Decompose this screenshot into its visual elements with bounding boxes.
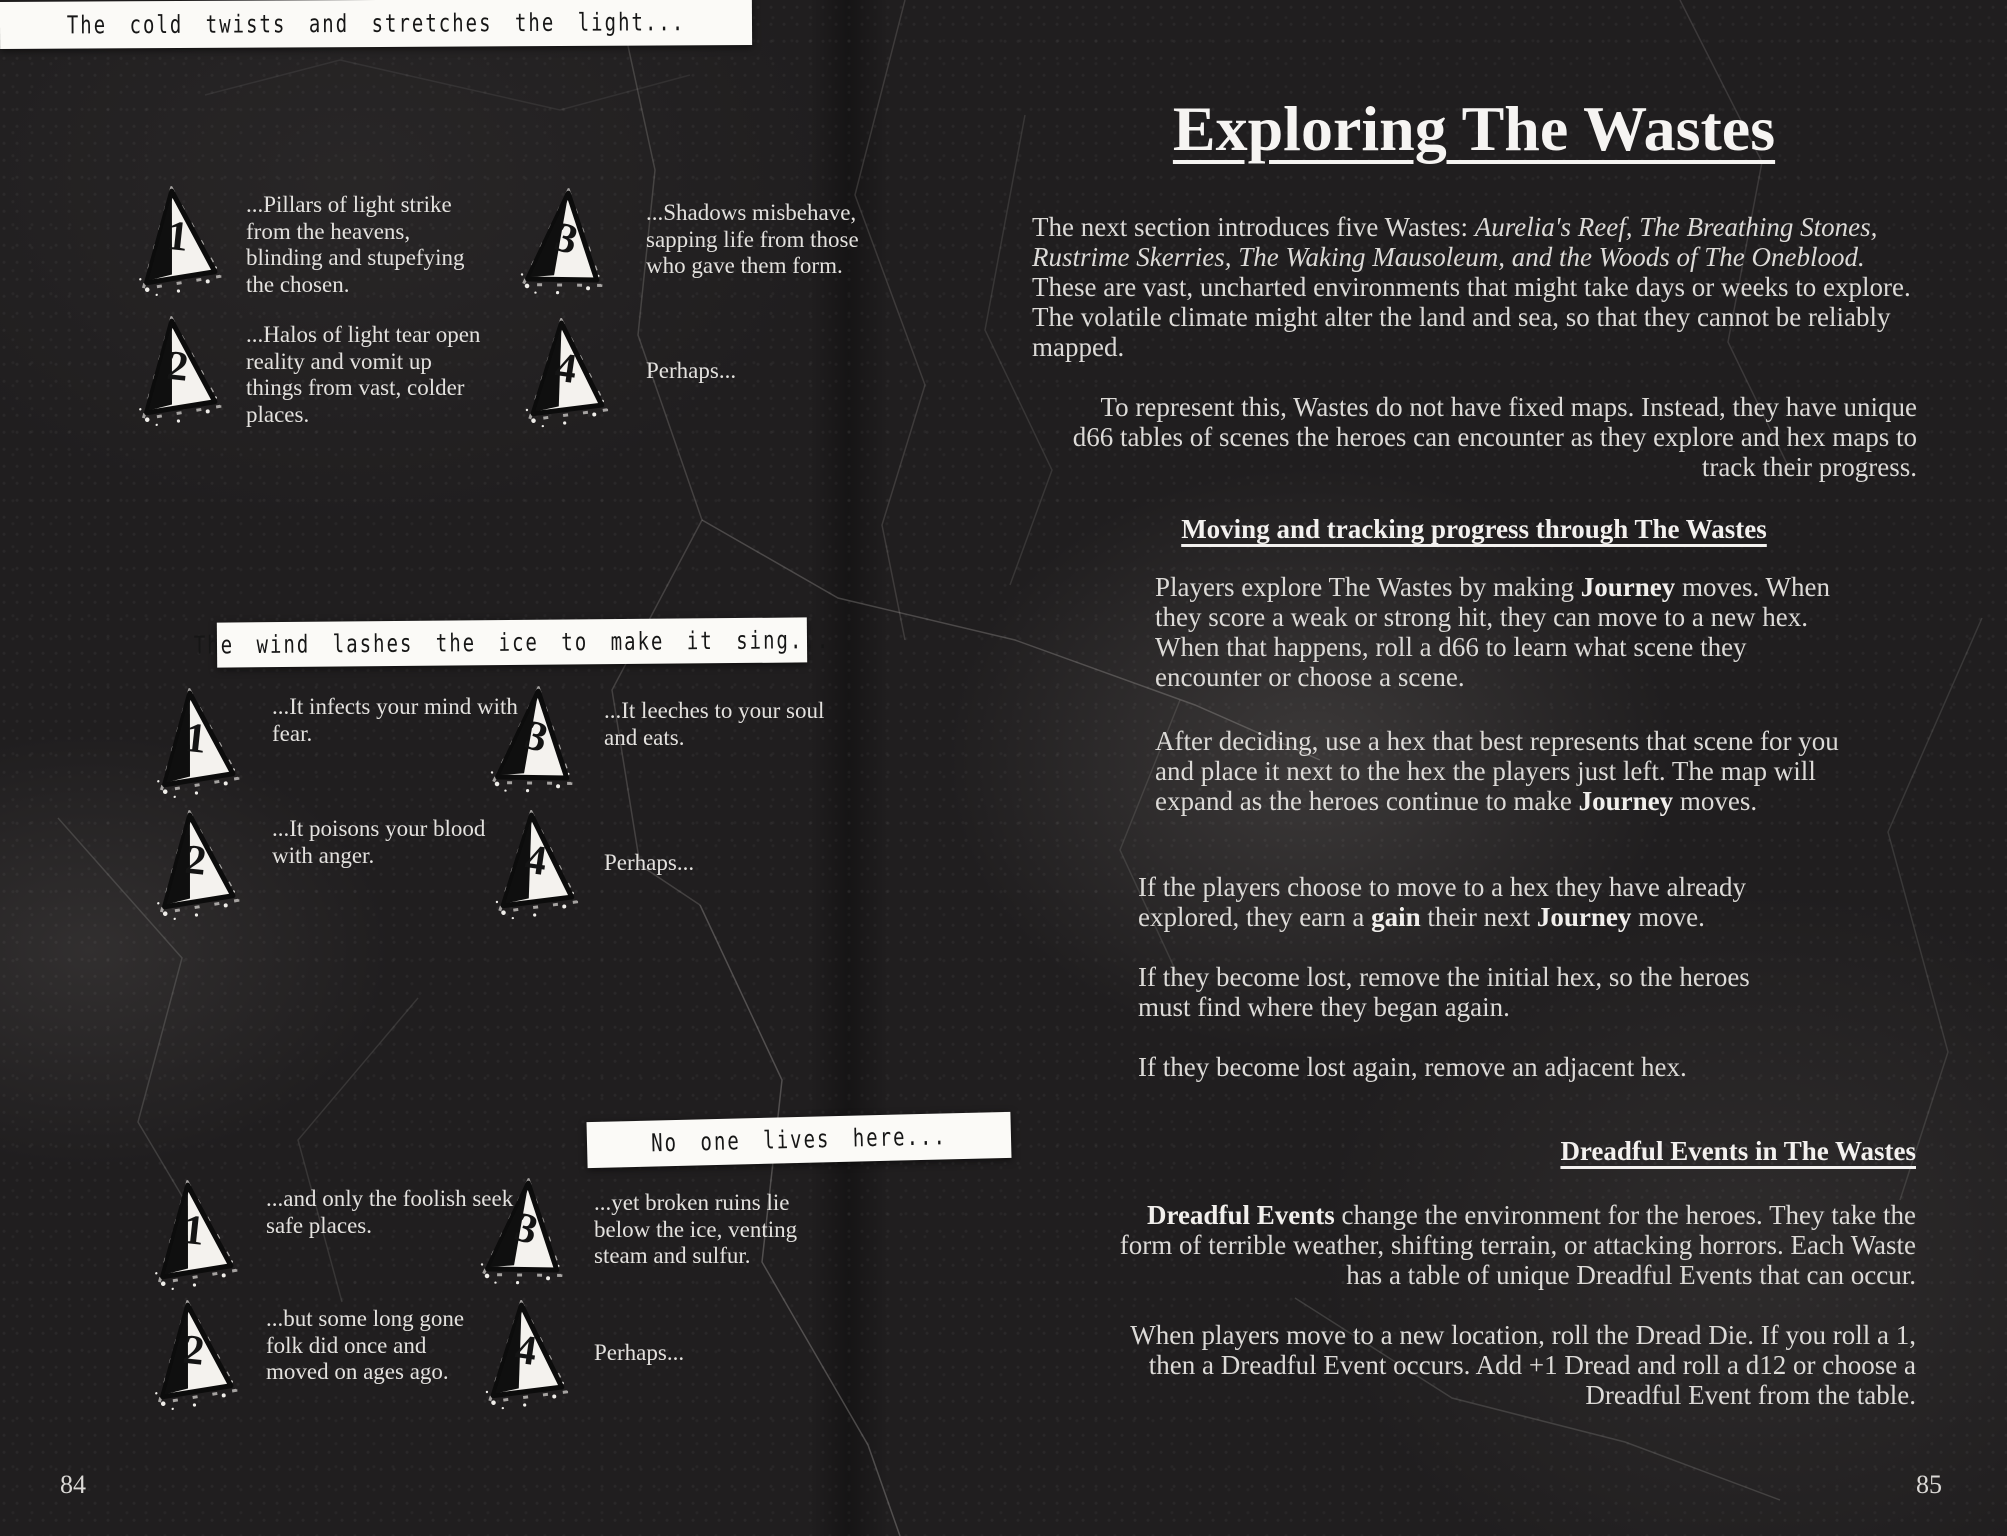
- body-paragraph: After deciding, use a hex that best represents that scene for you and place it next to the hex the players just left. The map will expand as the heroes continue to make Journey moves.: [1155, 726, 1839, 816]
- d4-die-icon: [487, 683, 580, 798]
- body-paragraph: If they become lost again, remove an adjacent hex.: [1138, 1052, 1687, 1082]
- table-entry-text: ...Shadows misbehave, sapping life from those who gave them form.: [646, 200, 859, 278]
- page-number-left: 84: [60, 1470, 86, 1499]
- table-entry-text: ...yet broken ruins lie below the ice, venting steam and sulfur.: [594, 1190, 798, 1268]
- table-entry-text: Perhaps...: [604, 850, 695, 875]
- page-number-right: 85: [1916, 1470, 1942, 1499]
- body-paragraph: Dreadful Events change the environment for the heroes. They take the form of terrible weather, shifting terrain, or attacking horrors. Each Waste has a table of unique Dreadful Events that can occur.: [1119, 1200, 1916, 1290]
- table-entry: [134, 316, 484, 428]
- d4-die-icon: [477, 1175, 570, 1290]
- table-entry: [134, 186, 478, 298]
- table-entry: [522, 318, 846, 426]
- body-paragraph: If they become lost, remove the initial hex, so the heroes must find where they began again.: [1138, 962, 1750, 1022]
- intro-paragraph: To represent this, Wastes do not have fixed maps. Instead, they have unique d66 tables of scenes the heroes can encounter as they explore and hex maps to track their progress.: [1072, 392, 1917, 482]
- table-entry: [152, 810, 528, 918]
- table-entry: [482, 1300, 794, 1408]
- section-heading-dreadful: Dreadful Events in The Wastes: [1560, 1136, 1916, 1166]
- table-entry-text: ...Halos of light tear open reality and vomit up things from vast, colder places.: [246, 322, 481, 427]
- table-entry-text: Perhaps...: [594, 1340, 685, 1365]
- section-heading-moving: Moving and tracking progress through The Wastes: [1181, 514, 1767, 544]
- d4-die-icon: [145, 1297, 238, 1412]
- table-header-banner: [587, 1112, 1012, 1168]
- table-entry: [152, 688, 520, 796]
- die-number: 2: [180, 1326, 207, 1375]
- table-entry-text: ...It infects your mind with fear.: [272, 694, 518, 746]
- die-number: 2: [182, 836, 209, 885]
- page-title: Exploring The Wastes: [1172, 93, 1776, 164]
- body-paragraph: Players explore The Wastes by making Journey moves. When they score a weak or strong hit, they can move to a new hex. When that happens, roll a d66 to learn what scene they encounter or choose a scene.: [1155, 572, 1830, 692]
- table-entry: [150, 1300, 492, 1408]
- table-entry: [150, 1180, 514, 1288]
- d4-die-icon: [489, 808, 579, 920]
- table-header-text: The cold twists and stretches the light...: [66, 7, 686, 40]
- die-number: 4: [522, 836, 550, 886]
- die-number: 1: [182, 714, 209, 763]
- d4-die-icon: [147, 685, 240, 800]
- table-entry: [482, 1178, 842, 1286]
- d4-die-icon: [129, 183, 222, 298]
- table-header-text: No one lives here...: [650, 1122, 948, 1158]
- die-number: 2: [164, 342, 191, 391]
- table-entry: [522, 188, 894, 296]
- table-entry-text: Perhaps...: [646, 358, 737, 383]
- d4-die-icon: [129, 313, 222, 428]
- table-entry: [492, 686, 832, 794]
- d4-die-icon: [517, 185, 610, 300]
- table-entry-text: ...It poisons your blood with anger.: [272, 816, 486, 868]
- table-entry-text: ...It leeches to your soul and eats.: [604, 698, 825, 750]
- table-header-banner: [193, 617, 831, 667]
- die-number: 4: [512, 1326, 540, 1376]
- table-header-text: The wind lashes the ice to make it sing...: [193, 625, 831, 660]
- table-entry: [492, 810, 804, 918]
- table-entry-text: ...Pillars of light strike from the heavens, blinding and stupefying the chosen.: [246, 192, 465, 297]
- body-paragraph: If the players choose to move to a hex they have already explored, they earn a gain their next Journey move.: [1138, 872, 1747, 932]
- die-number: 3: [549, 214, 583, 265]
- table-entry-text: ...and only the foolish seek safe places.: [266, 1186, 514, 1238]
- die-number: 3: [519, 712, 553, 763]
- body-paragraph: When players move to a new location, roll the Dread Die. If you roll a 1, then a Dreadful Event occurs. Add +1 Dread and roll a d12 or choose a Dreadful Event from the table.: [1130, 1320, 1916, 1410]
- intro-paragraph: The next section introduces five Wastes: Aurelia's Reef, The Breathing Stones, Rustrime Skerries, The Waking Mausoleum, and the Woods of The Oneblood. These are vast, uncharted environments that might take days or weeks to explore. The volatile climate might alter the land and sea, so that they cannot be reliably mapped.: [1032, 212, 1911, 362]
- d4-die-icon: [479, 1298, 569, 1410]
- table-header-banner: [0, 0, 752, 49]
- die-number: 1: [164, 212, 191, 261]
- d4-die-icon: [145, 1177, 238, 1292]
- d4-die-icon: [519, 316, 609, 428]
- die-number: 3: [509, 1204, 543, 1255]
- d4-die-icon: [147, 807, 240, 922]
- table-entry-text: ...but some long gone folk did once and moved on ages ago.: [266, 1306, 465, 1384]
- die-number: 1: [180, 1206, 207, 1255]
- die-number: 4: [552, 344, 580, 394]
